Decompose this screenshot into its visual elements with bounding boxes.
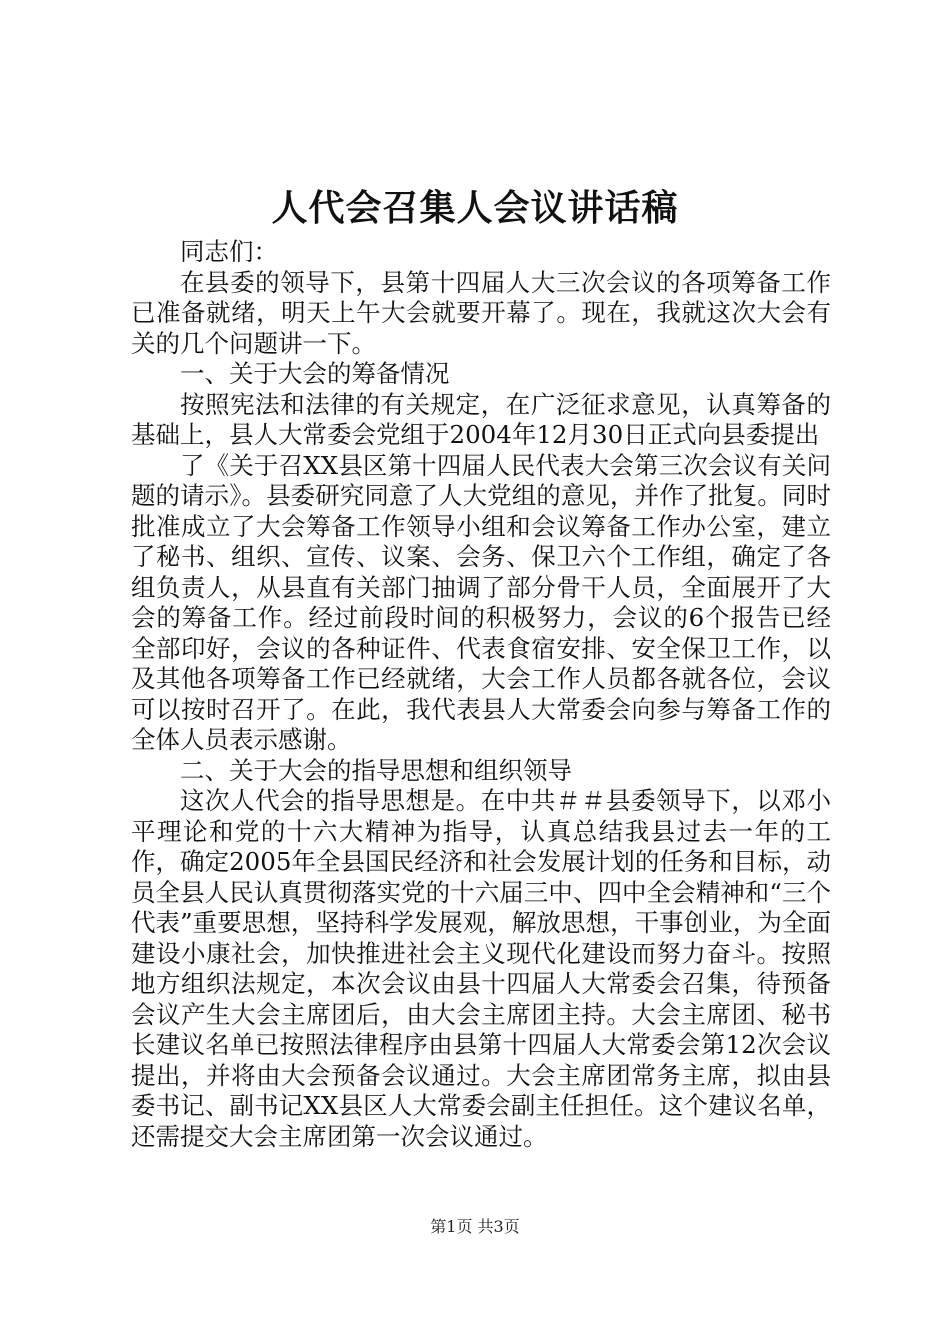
salutation: 同志们：: [180, 237, 278, 266]
section-heading: 一、关于大会的筹备情况: [180, 359, 450, 388]
page-number-footer: 第1页 共3页: [430, 1217, 520, 1236]
body-paragraph: 这次人代会的指导思想是。在中共＃＃县委领导下，以邓小平理论和党的十六大精神为指导，认真总结我县过去一年的工作，确定2005年全县国民经济和社会发展计划的任务和目标，动员全县人民认真贯彻落实党的十六届三中、四中全会精神和“三个代表”重要思想，坚持科学发展观，解放思想，干事创业，为全面建设小康社会，加快推进社会主义现代化建设而努力奋斗。按照地方组织法规定，本次会议由县十四届人大常委会召集，待预备会议产生大会主席团后，由大会主席团主持。大会主席团、秘书长建议名单已按照法律程序由县第十四届人大常委会第12次会议提出，并将由大会预备会议通过。大会主席团常务主席，拟由县委书记、副书记XX县区人大常委会副主任担任。这个建议名单，还需提交大会主席团第一次会议通过。: [131, 786, 831, 1151]
document-title: 人代会召集人会议讲话稿: [271, 187, 679, 229]
body-paragraph: 在县委的领导下，县第十四届人大三次会议的各项筹备工作已准备就绪，明天上午大会就要开幕了。现在，我就这次大会有关的几个问题讲一下。: [131, 267, 831, 358]
section-heading: 二、关于大会的指导思想和组织领导: [180, 755, 572, 785]
document-body: [131, 237, 831, 1152]
body-paragraph: 按照宪法和法律的有关规定，在广泛征求意见，认真筹备的基础上，县人大常委会党组于2004年12月30日正式向县委提出: [131, 389, 831, 449]
body-paragraph: 了《关于召XX县区第十四届人民代表大会第三次会议有关问题的请示》。县委研究同意了人大党组的意见，并作了批复。同时批准成立了大会筹备工作领导小组和会议筹备工作办公室，建立了秘书、组织、宣传、议案、会务、保卫六个工作组，确定了各组负责人，从县直有关部门抽调了部分骨干人员，全面展开了大会的筹备工作。经过前段时间的积极努力，会议的6个报告已经全部印好，会议的各种证件、代表食宿安排、安全保卫工作，以及其他各项筹备工作已经就绪，大会工作人员都各就各位，会议可以按时召开了。在此，我代表县人大常委会向参与筹备工作的全体人员表示感谢。: [131, 450, 831, 754]
